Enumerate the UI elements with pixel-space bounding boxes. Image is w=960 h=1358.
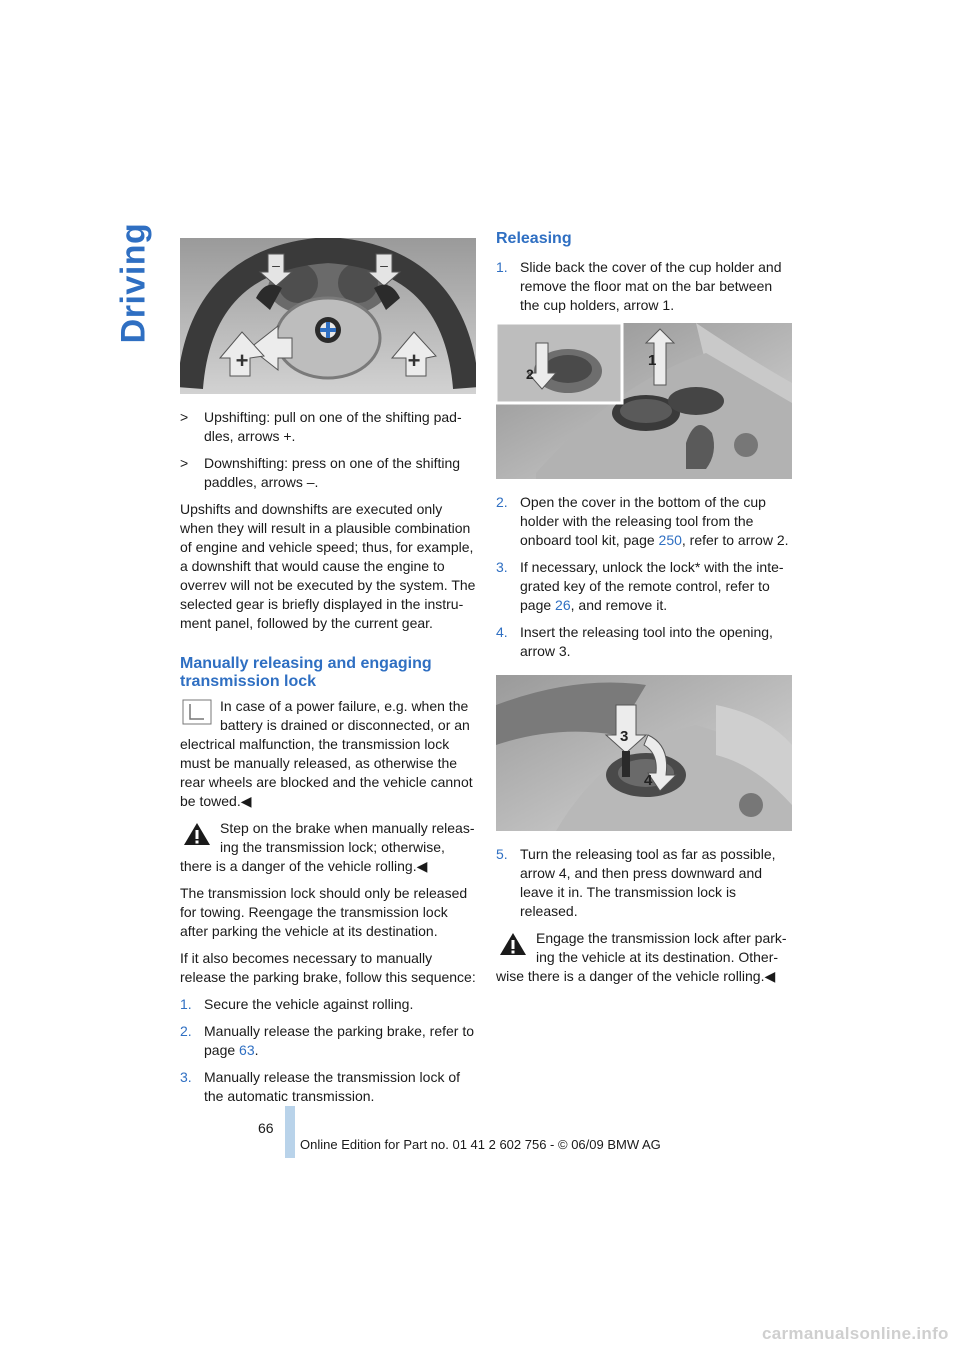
image-label-3: 3	[620, 728, 629, 745]
svg-text:+: +	[235, 348, 249, 373]
step-text: Open the cover in the bottom of the cup holder with the releasing tool from the onboard tool kit, page	[520, 494, 766, 548]
paragraph-sequence: If it also becomes necessary to manually release the parking brake, follow this sequence:	[180, 950, 476, 985]
list-item	[496, 623, 792, 661]
list-item	[496, 558, 792, 615]
step-text: Secure the vehicle against rolling.	[204, 996, 414, 1012]
page-link-63[interactable]: 63	[239, 1042, 255, 1058]
bullet-marker: >	[180, 409, 189, 425]
list-item	[496, 258, 792, 315]
step-text: Slide back the cover of the cup holder and remove the floor mat on the bar between the cup holders, arrow 1.	[520, 259, 782, 313]
footer-text: Online Edition for Part no. 01 41 2 602 756 - © 06/09 BMW AG	[300, 1137, 661, 1152]
heading-releasing: Releasing	[496, 230, 572, 247]
note-power-failure	[180, 697, 476, 811]
svg-text:–: –	[380, 257, 388, 273]
footer-bar	[285, 1106, 295, 1158]
step-number: 5.	[496, 846, 508, 862]
step-number: 3.	[180, 1069, 192, 1085]
svg-text:–: –	[272, 257, 280, 273]
bullet-downshift	[180, 454, 476, 492]
bullet-marker: >	[180, 455, 189, 471]
warning-brake	[180, 819, 476, 876]
step-text: Manually release the parking brake, refer to page	[204, 1023, 475, 1058]
step-text: Manually release the transmission lock of the automatic transmission.	[204, 1069, 461, 1104]
image-label-2: 2	[526, 366, 534, 382]
step-text-after: , refer to arrow 2.	[681, 532, 789, 548]
image-label-4: 4	[644, 772, 653, 789]
step-text: If necessary, unlock the lock* with the inte-grated key of the remote control, refer to page	[520, 559, 784, 613]
paragraph-towing: The transmission lock should only be released for towing. Reengage the transmission lock after parking the vehicle at its destination.	[180, 885, 468, 939]
step-text: Insert the releasing tool into the opening, arrow 3.	[520, 624, 773, 659]
warning-engage-lock	[496, 929, 792, 986]
warning-text: Engage the transmission lock after park-ing the vehicle at its destination. Other-wise there is a danger of the vehicle rolling.◀	[496, 930, 787, 984]
step-number: 2.	[496, 494, 508, 510]
note-icon	[182, 699, 212, 725]
step-text-container	[204, 1022, 476, 1060]
bullet-upshift	[180, 408, 476, 446]
bullet-text: Downshifting: press on one of the shifting paddles, arrows –.	[204, 455, 461, 490]
list-item	[180, 1022, 476, 1060]
steering-wheel-image	[180, 238, 476, 394]
right-column	[496, 230, 792, 994]
step-text-after: , and remove it.	[570, 597, 668, 613]
image-label-1: 1	[648, 352, 657, 369]
svg-text:+: +	[407, 348, 421, 373]
watermark: carmanualsonline.info	[762, 1324, 949, 1343]
step-text: Turn the releasing tool as far as possible, arrow 4, and then press downward and leave it in. The transmission lock is released.	[520, 846, 776, 919]
page-number: 66	[258, 1120, 274, 1136]
section-tab	[112, 222, 156, 344]
warning-text: Step on the brake when manually releas-ing the transmission lock; otherwise, there is a danger of the vehicle rolling.◀	[180, 820, 475, 874]
page-link-250[interactable]: 250	[658, 532, 682, 548]
paragraph-shifting: Upshifts and downshifts are executed only when they will result in a plausible combination of engine and vehicle speed; thus, for example, a downshift that would cause the engine to overrev will not be executed by the system. The selected gear is briefly displayed in the instru-ment panel, followed by the current gear.	[180, 501, 476, 631]
step-number: 1.	[180, 996, 192, 1012]
list-item	[496, 845, 792, 921]
step-number: 1.	[496, 259, 508, 275]
step-text-after: .	[254, 1042, 259, 1058]
warning-icon	[182, 821, 212, 847]
section-title: Driving	[114, 222, 153, 344]
heading-transmission-lock: Manually releasing and engaging transmission lock	[180, 655, 432, 690]
step-text-container	[520, 558, 792, 615]
step-number: 3.	[496, 559, 508, 575]
releasing-tool-image	[496, 675, 792, 831]
note-text: In case of a power failure, e.g. when the battery is drained or disconnected, or an electrical malfunction, the transmission lock must be manually released, as otherwise the rear wheels are blocked and the vehicle cannot be towed.◀	[180, 698, 473, 809]
left-column	[180, 238, 476, 1114]
list-item	[496, 493, 792, 550]
step-text-container	[520, 493, 792, 550]
step-number: 4.	[496, 624, 508, 640]
bullet-text: Upshifting: pull on one of the shifting pad-dles, arrows +.	[204, 409, 462, 444]
list-item	[180, 1068, 476, 1106]
warning-icon	[498, 931, 528, 957]
list-item	[180, 995, 476, 1014]
cup-holder-image	[496, 323, 792, 479]
step-number: 2.	[180, 1023, 192, 1039]
page-link-26[interactable]: 26	[555, 597, 571, 613]
